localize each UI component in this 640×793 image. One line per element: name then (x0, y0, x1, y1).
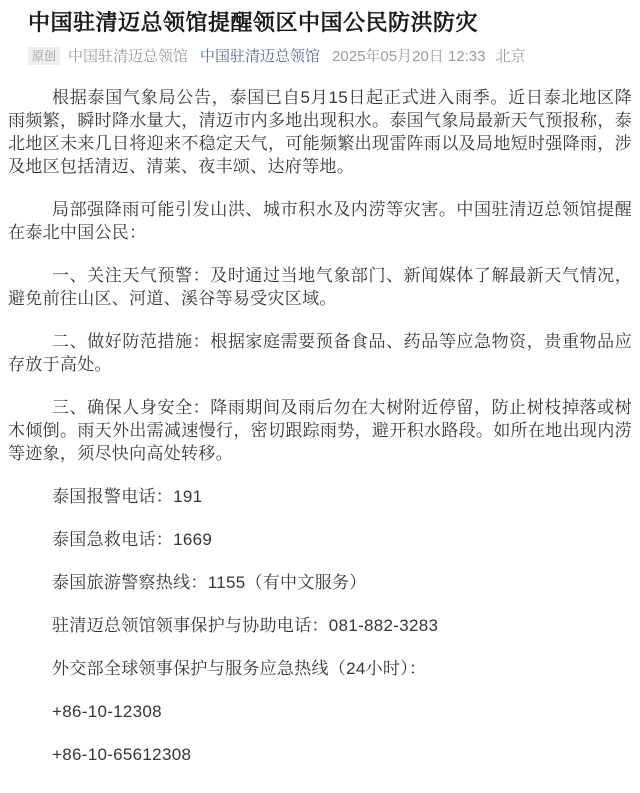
phone-tourist-police: 泰国旅游警察热线：1155（有中文服务） (52, 573, 367, 592)
article-title: 中国驻清迈总领馆提醒领区中国公民防洪防灾 (28, 10, 479, 35)
phone-thailand-emergency: 泰国急救电话：1669 (52, 530, 213, 549)
phone-mfa-number-1: +86-10-12308 (52, 702, 162, 721)
byline-author[interactable]: 中国驻清迈总领馆 (68, 48, 189, 65)
byline-datetime: 2025年05月20日 12:33 (332, 48, 486, 65)
article-header (0, 0, 640, 66)
paragraph-intro-weather: 根据泰国气象局公告，泰国已自5月15日起正式进入雨季。近日泰北地区降雨频繁，瞬时降水量大，清迈市内多地出现积水。泰国气象局最新天气预报称，泰北地区未来几日将迎来不稳定天气，可能频繁出现雷阵雨以及局地短时强降雨，涉及地区包括清迈、清莱、夜丰颂、达府等地。 (8, 88, 632, 176)
paragraph-tip-1: 一、关注天气预警：及时通过当地气象部门、新闻媒体了解最新天气情况，避免前往山区、河道、溪谷等易受灾区域。 (8, 266, 632, 308)
phone-consulate-protection: 驻清迈总领馆领事保护与协助电话：081-882-3283 (52, 616, 439, 635)
article-body (0, 86, 640, 766)
original-badge: 原创 (28, 47, 60, 65)
paragraph-tip-2: 二、做好防范措施：根据家庭需要预备食品、药品等应急物资，贵重物品应存放于高处。 (8, 332, 632, 374)
paragraph-warning: 局部强降雨可能引发山洪、城市积水及内涝等灾害。中国驻清迈总领馆提醒在泰北中国公民： (8, 200, 632, 242)
byline (28, 45, 612, 66)
byline-account-link[interactable]: 中国驻清迈总领馆 (200, 48, 321, 65)
paragraph-tip-3: 三、确保人身安全：降雨期间及雨后勿在大树附近停留，防止树枝掉落或树木倾倒。雨天外出需减速慢行，密切跟踪雨势，避开积水路段。如所在地出现内涝等迹象，须尽快向高处转移。 (8, 398, 632, 463)
phone-thailand-police: 泰国报警电话：191 (52, 487, 203, 506)
phone-mfa-number-2: +86-10-65612308 (52, 745, 192, 764)
byline-location: 北京 (495, 48, 526, 65)
phone-mfa-hotline-label: 外交部全球领事保护与服务应急热线（24小时）： (52, 659, 427, 678)
